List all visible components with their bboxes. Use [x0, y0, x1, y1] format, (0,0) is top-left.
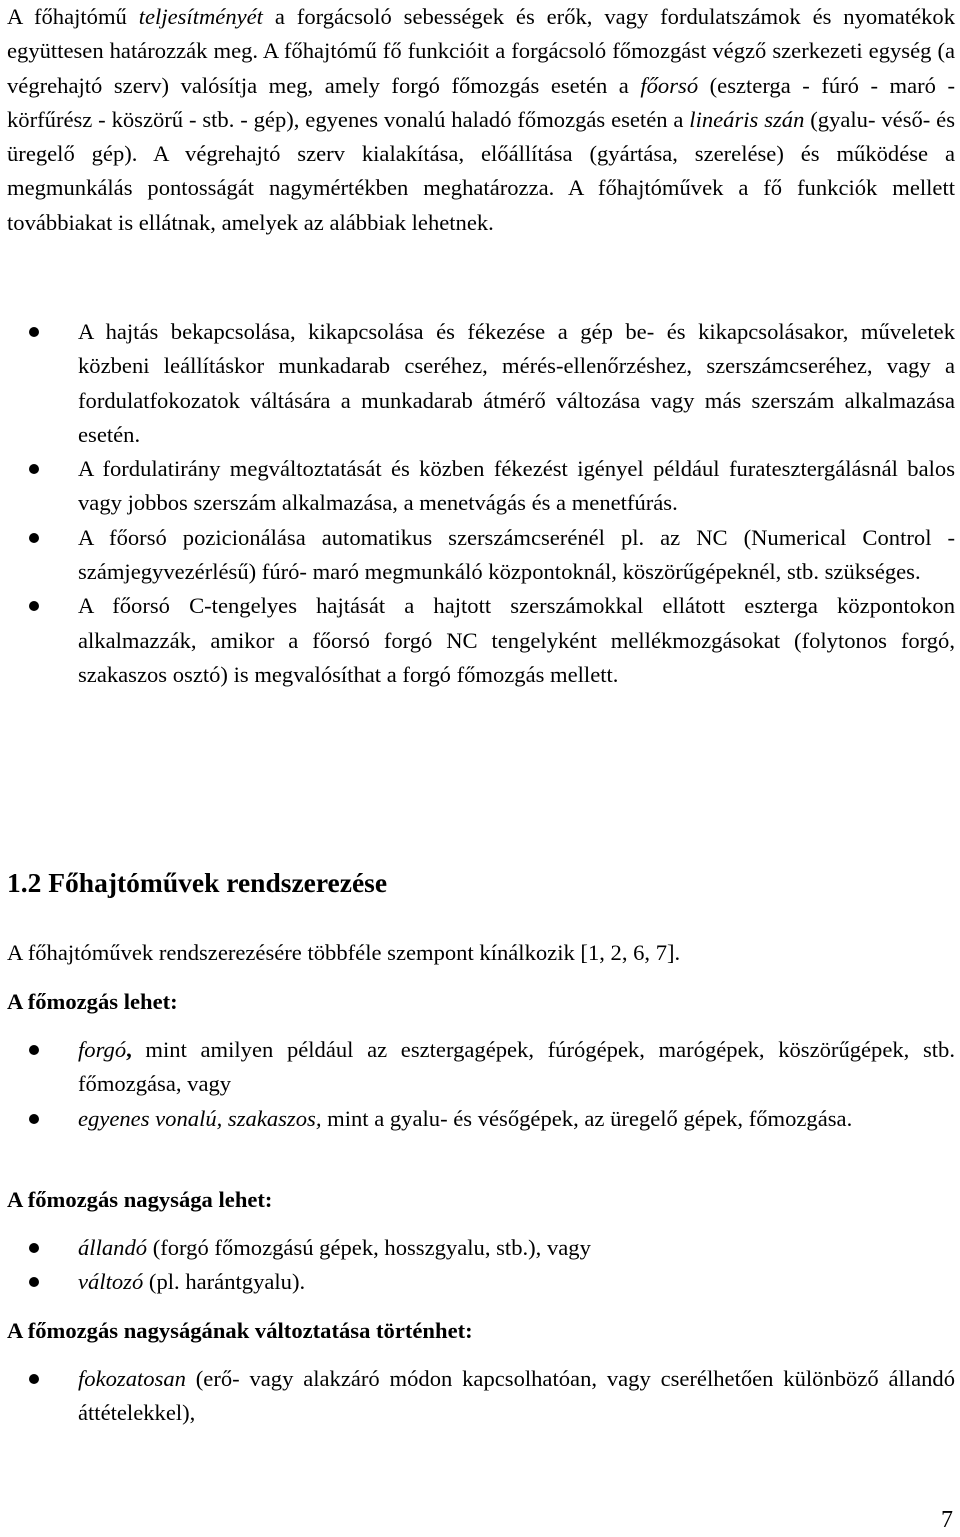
size-term: változó [78, 1269, 144, 1295]
intro-term-teljesitmeny: teljesítményét [138, 4, 263, 29]
bullet-icon [29, 1114, 39, 1124]
subheading-motion: A főmozgás lehet: [7, 989, 178, 1014]
intro-text-3: (eszterga - fúró - maró - körfűrész - köszörű - stb. - gép), egyenes vonalú haladó főmozgás esetén a [7, 72, 955, 132]
intro-text-1: A főhajtómű [7, 4, 139, 29]
intro-paragraph [7, 0, 955, 240]
function-text: A főorsó pozicionálása automatikus szerszámcserénél pl. az NC (Numerical Control - számjegyvezérlésű) fúró- maró megmunkáló központoknál, köszörűgépeknél, stb. szükséges. [78, 524, 955, 585]
size-item [7, 1231, 955, 1265]
size-item [7, 1265, 955, 1299]
function-item [7, 452, 955, 521]
intro-text-4: (gyalu- véső- és üregelő gép). A végrehajtó szerv kialakítása, előállítása (gyártása, szerelése) és működése a megmunkálás pontosságát nagymértékben meghatározza. A főhajtóművek a fő funkciók mellett továbbiakat is ellátnak, amelyek az alábbiak lehetnek. [7, 106, 955, 235]
function-item [7, 521, 955, 590]
bullet-icon [29, 1045, 39, 1055]
change-text: (erő- vagy alakzáró módon kapcsolhatóan, vagy cserélhetően különböző állandó áttételekkel), [78, 1366, 955, 1426]
section-lead: A főhajtóművek rendszerezésére többféle szempont kínálkozik [1, 2, 6, 7]. [7, 940, 681, 965]
change-list [7, 1362, 955, 1431]
size-term: állandó [78, 1235, 148, 1260]
intro-text-2: a forgácsoló sebességek és erők, vagy fordulatszámok és nyomatékok együttesen határozzák meg. A főhajtómű fő funkcióit a forgácsoló főmozgást végző szerkezeti egység (a végrehajtó szerv) valósítja meg, amely forgó főmozgás esetén a [7, 4, 955, 98]
function-text: A hajtás bekapcsolása, kikapcsolása és fékezése a gép be- és kikapcsolásakor, műveletek közbeni leállításkor munkadarab cseréhez, mérés-ellenőrzéshez, szerszámcseréhez, vagy a fordulatfokozatok váltására a munkadarab átmérő változása vagy más szerszám alkalmazása esetén. [78, 319, 955, 447]
size-list [7, 1231, 955, 1300]
bullet-icon [29, 1243, 39, 1253]
size-text: (pl. harántgyalu). [143, 1269, 306, 1295]
function-text: A főorsó C-tengelyes hajtását a hajtott szerszámokkal ellátott eszterga központokon alkalmazzák, amikor a főorsó forgó NC tengelyként mellékmozgásokat (folytonos forgó, szakaszos osztó) is megvalósíthat a forgó főmozgás mellett. [78, 593, 955, 687]
motion-item [7, 1102, 955, 1136]
bullet-icon [29, 1277, 39, 1287]
intro-term-foorso: főorsó [640, 72, 699, 98]
function-list [7, 315, 955, 692]
bullet-icon [29, 601, 39, 611]
bullet-icon [29, 327, 39, 337]
intro-term-linearis-szan: lineáris szán [689, 106, 805, 132]
motion-list [7, 1033, 955, 1136]
section-heading: 1.2 Főhajtóművek rendszerezése [7, 867, 388, 898]
bullet-icon [29, 464, 39, 474]
subheading-change: A főmozgás nagyságának változtatása történhet: [7, 1318, 473, 1343]
bullet-icon [29, 533, 39, 543]
motion-term: egyenes vonalú, szakaszos, [78, 1105, 322, 1131]
function-item [7, 315, 955, 452]
function-text: A fordulatirány megváltoztatását és közben fékezést igényel például furatesztergálásnál balos vagy jobbos szerszám alkalmazása, a menetvágás és a menetfúrás. [78, 456, 955, 516]
change-item [7, 1362, 955, 1431]
page-number: 7 [941, 1507, 953, 1533]
motion-term: forgó [78, 1037, 127, 1062]
motion-text: mint a gyalu- és vésőgépek, az üregelő gépek, főmozgása. [321, 1105, 853, 1131]
bullet-icon [29, 1374, 39, 1384]
change-term: fokozatosan [78, 1366, 186, 1391]
subheading-size: A főmozgás nagysága lehet: [7, 1187, 273, 1212]
motion-item: forgó, mint amilyen például az esztergagépek, fúrógépek, marógépek, köszörűgépek, stb. főmozgása, vagy [7, 1033, 955, 1102]
motion-text: mint amilyen például az esztergagépek, fúrógépek, marógépek, köszörűgépek, stb. főmozgása, vagy [78, 1037, 955, 1097]
size-text: (forgó főmozgású gépek, hosszgyalu, stb.), vagy [147, 1235, 591, 1260]
function-item [7, 589, 955, 692]
